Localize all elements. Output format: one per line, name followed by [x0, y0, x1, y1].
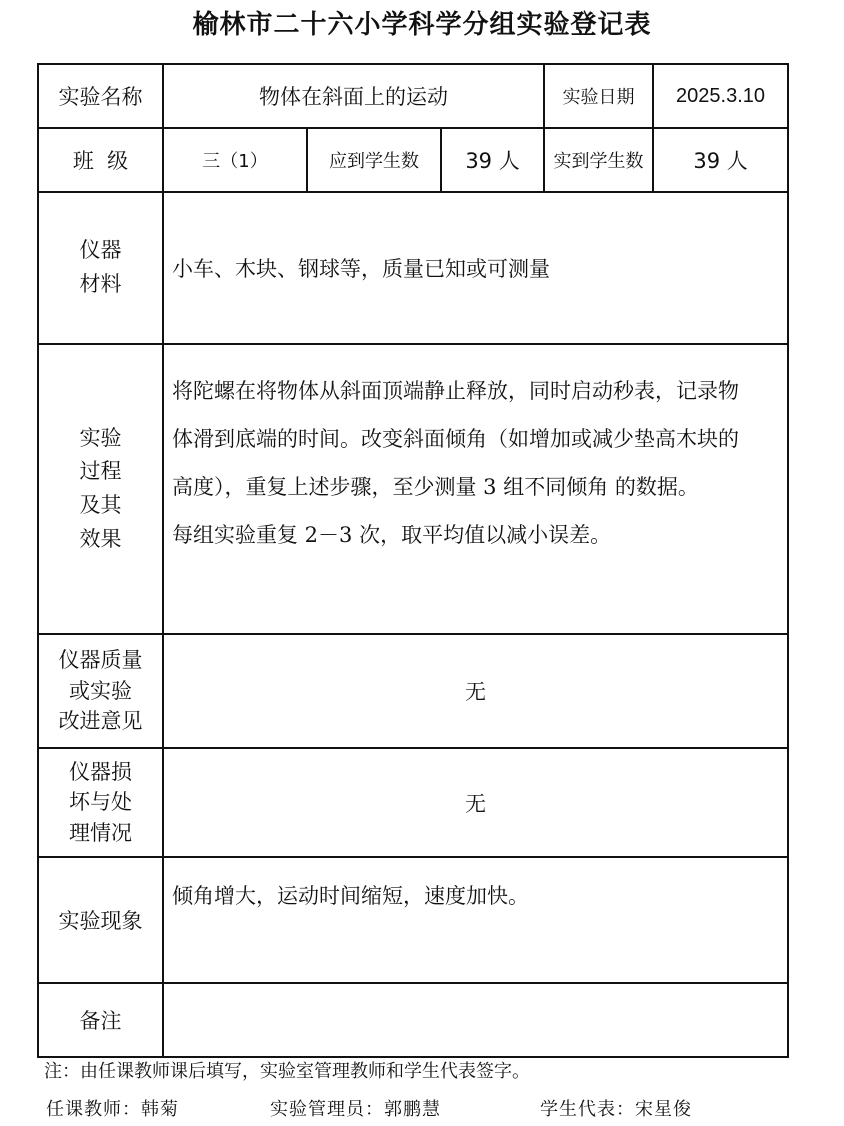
expected-students-value: 39 人 — [441, 128, 544, 192]
process-content — [163, 344, 788, 634]
damage-label-line: 理情况 — [69, 820, 132, 845]
materials-label-line: 材料 — [79, 272, 122, 296]
page-title: 榆林市二十六小学科学分组实验登记表 — [192, 10, 652, 40]
experiment-date-value: 2025.3.10 — [653, 64, 788, 128]
actual-students-value: 39 人 — [653, 128, 788, 192]
class-label: 班 级 — [38, 128, 163, 192]
row-class — [38, 128, 788, 192]
row-suggestion — [38, 634, 788, 748]
process-label-line: 及其 — [79, 493, 122, 517]
materials-label — [38, 192, 163, 344]
phenomenon-value: 倾角增大，运动时间缩短，速度加快。 — [163, 857, 788, 983]
actual-students-label: 实到学生数 — [544, 128, 653, 192]
materials-label-line: 仪器 — [79, 238, 122, 263]
row-experiment-name — [38, 64, 788, 128]
materials-value: 小车、木块、钢球等，质量已知或可测量 — [163, 192, 788, 344]
suggestion-label-line: 仪器质量 — [58, 648, 143, 673]
damage-label-line: 仪器损 — [69, 759, 132, 784]
row-process — [38, 344, 788, 634]
row-materials — [38, 192, 788, 344]
student-signature: 学生代表：宋星俊 — [540, 1099, 692, 1120]
remarks-label: 备注 — [38, 983, 163, 1057]
damage-value: 无 — [163, 748, 788, 857]
process-line: 体滑到底端的时间。改变斜面倾角（如增加或减少垫高木块的 — [172, 427, 739, 451]
phenomenon-label: 实验现象 — [38, 857, 163, 983]
teacher-signature: 任课教师：韩菊 — [46, 1099, 179, 1120]
process-label-line: 效果 — [79, 526, 122, 551]
process-label — [38, 344, 163, 634]
suggestion-value: 无 — [163, 634, 788, 748]
footer-note: 注：由任课教师课后填写，实验室管理教师和学生代表签字。 — [44, 1061, 530, 1082]
class-value: 三（1） — [163, 128, 307, 192]
experiment-name-label: 实验名称 — [38, 64, 163, 128]
registration-table — [37, 63, 789, 1058]
damage-label-line: 坏与处 — [69, 790, 132, 815]
expected-students-label: 应到学生数 — [307, 128, 441, 192]
remarks-value — [163, 983, 788, 1057]
suggestion-label — [38, 634, 163, 748]
row-damage — [38, 748, 788, 857]
experiment-name-value: 物体在斜面上的运动 — [163, 64, 544, 128]
process-line: 每组实验重复 2－3 次，取平均值以减小误差。 — [172, 523, 612, 547]
damage-label — [38, 748, 163, 857]
process-line: 高度），重复上述步骤，至少测量 3 组不同倾角 的数据。 — [172, 475, 699, 499]
suggestion-label-line: 或实验 — [69, 678, 132, 703]
row-remarks — [38, 983, 788, 1057]
experiment-date-label: 实验日期 — [544, 64, 653, 128]
manager-signature: 实验管理员：郭鹏慧 — [270, 1099, 441, 1120]
process-label-line: 实验 — [79, 425, 122, 450]
row-phenomenon — [38, 857, 788, 983]
process-line: 将陀螺在将物体从斜面顶端静止释放，同时启动秒表，记录物 — [172, 379, 739, 403]
suggestion-label-line: 改进意见 — [58, 709, 143, 734]
process-label-line: 过程 — [79, 459, 122, 484]
